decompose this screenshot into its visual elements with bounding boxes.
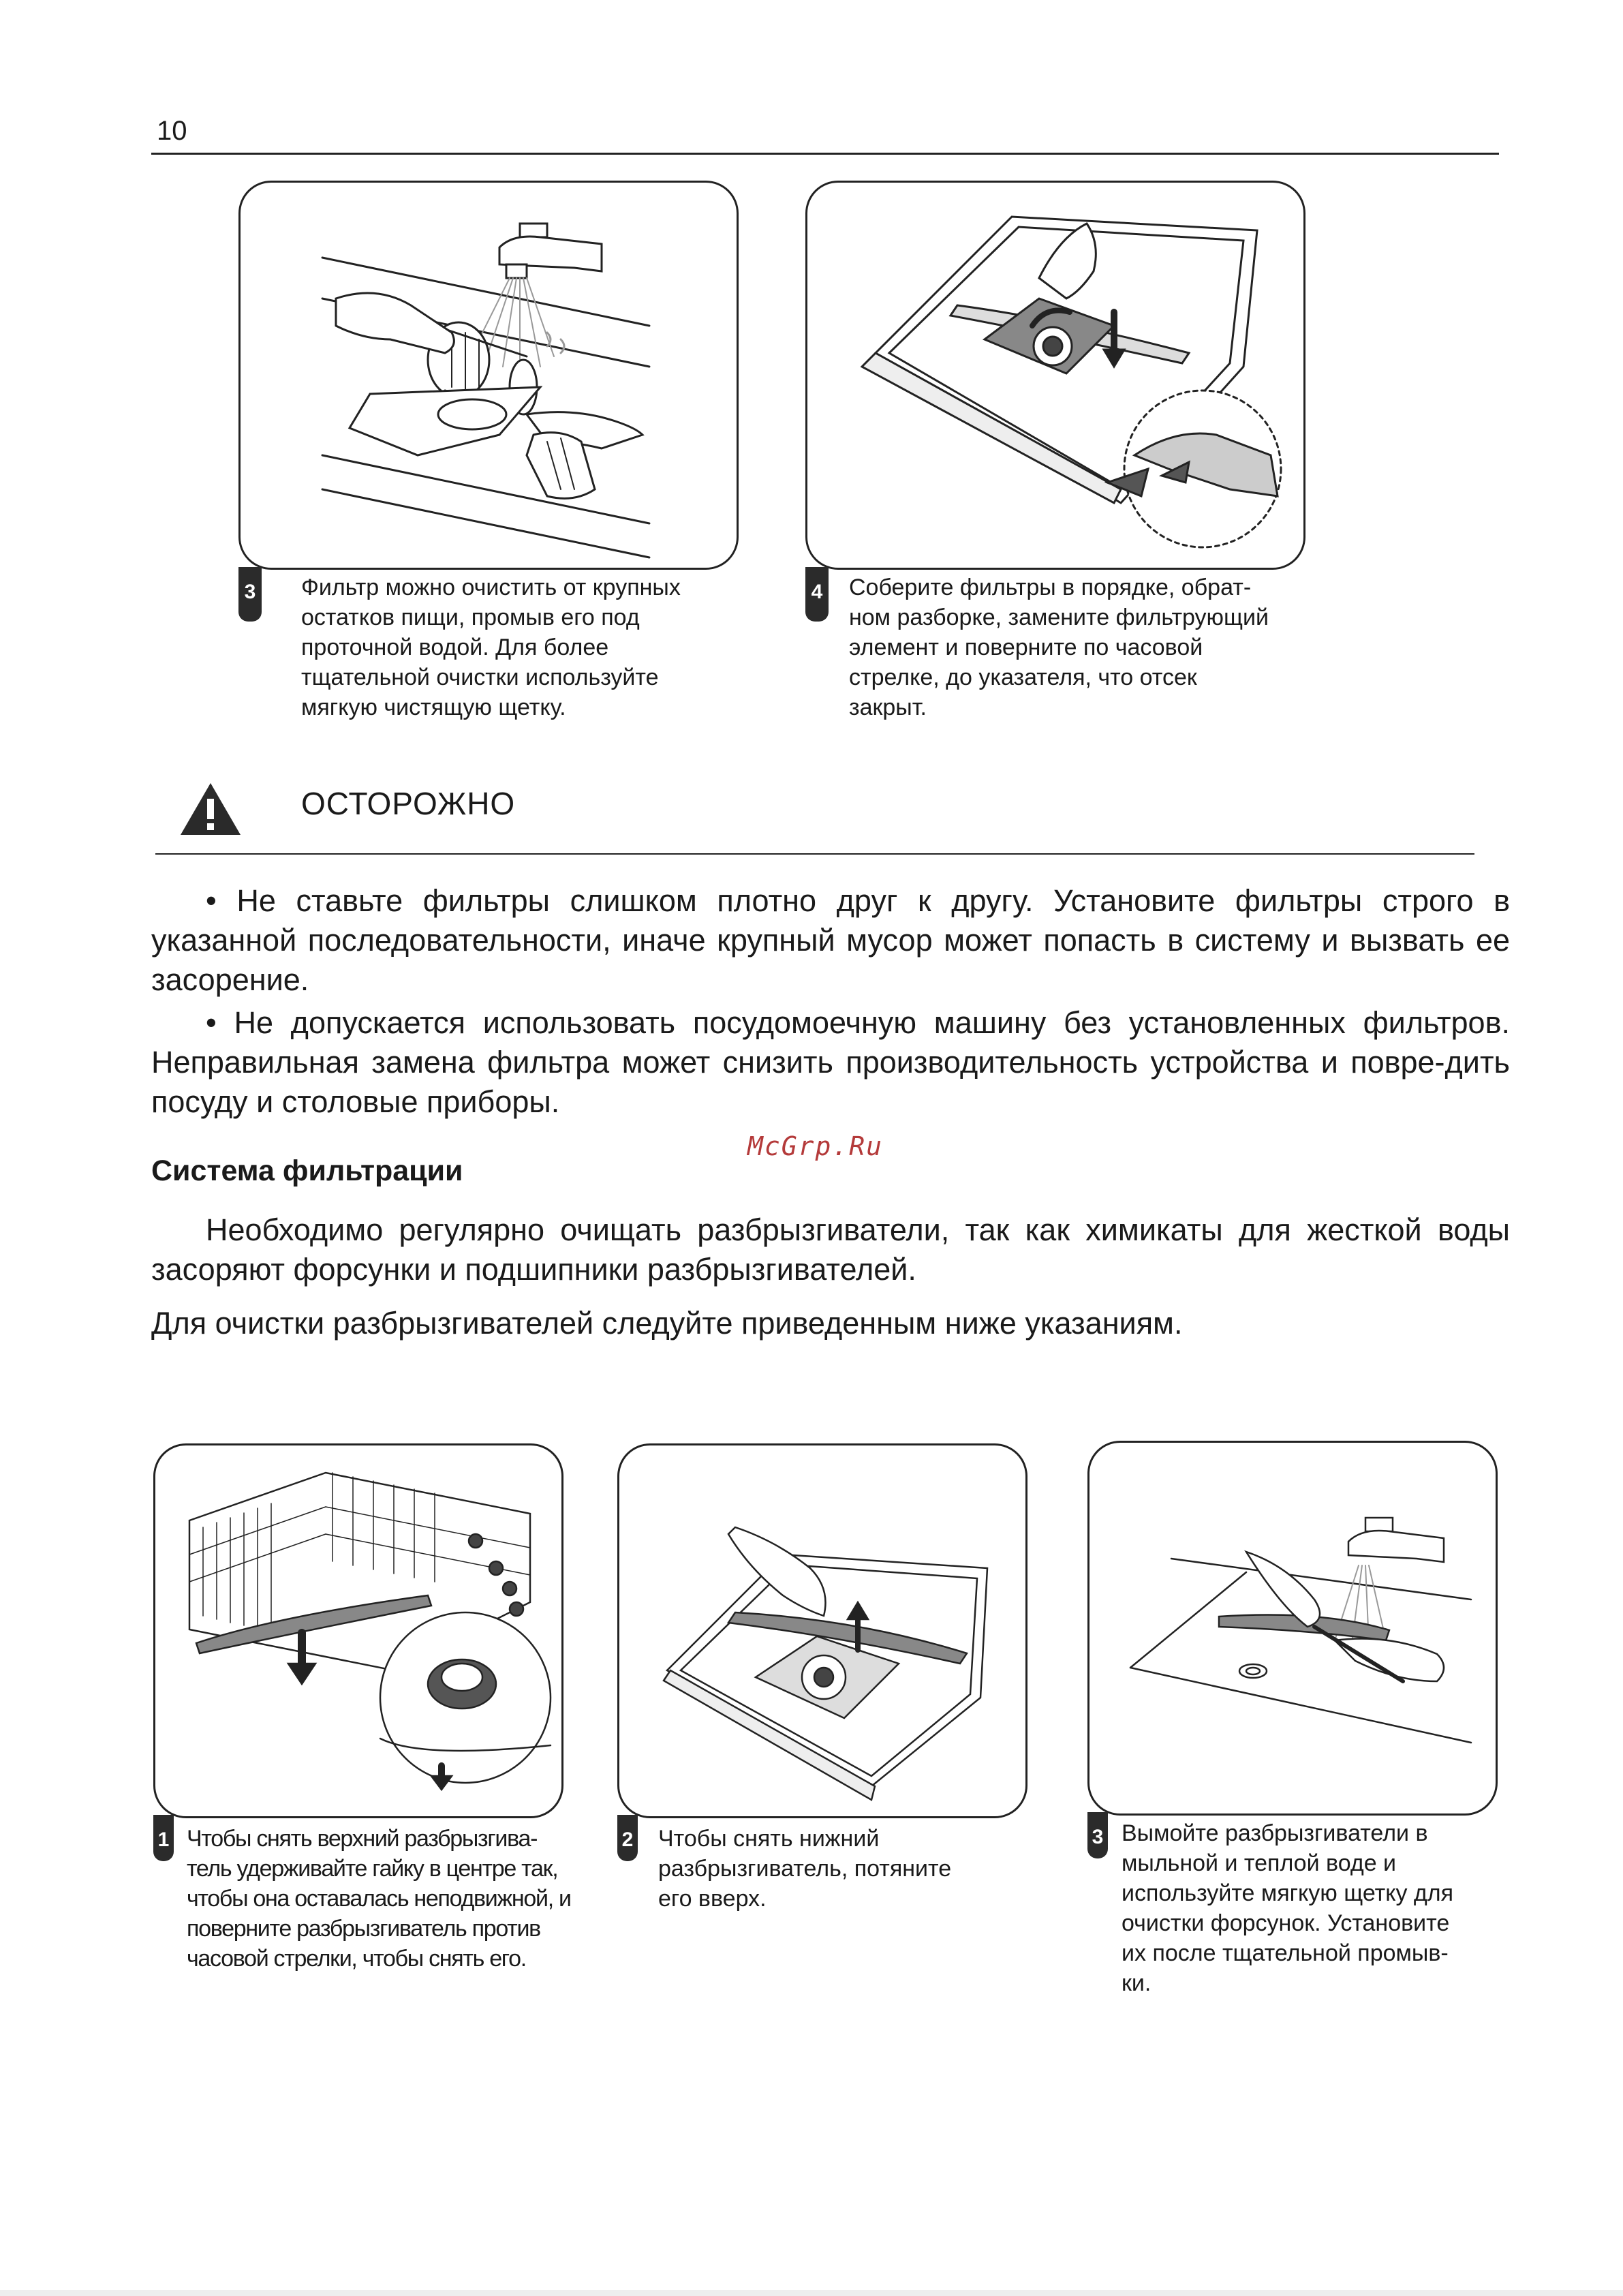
top-step-4-caption: Соберите фильтры в порядке, обрат- ном разборке, замените фильтрующий элемент и поверните по часовой стрелке, до указателя, что отсек закрыт. [849,575,1269,720]
illustration-filter-rinse [238,181,739,570]
illustration-filter-assembly [805,181,1305,570]
bottom-step-1-caption: Чтобы снять верхний разбрызгива- тель удерживайте гайку в центре так, чтобы она оставалась неподвижной, и поверните разбрызгиватель против часовой стрелки, чтобы снять его. [187,1826,571,1972]
bottom-step-2-number-badge: 2 [617,1815,638,1861]
section-title: Система фильтрации [151,1154,463,1187]
warning-paragraph-2: • Не допускается использовать посудомоечную машину без установленных фильтров. Неправильная замена фильтра может снизить производительность устройства и повре-дить посуду и столовые приборы. [151,1005,1510,1119]
warning-title: ОСТОРОЖНО [301,786,516,821]
header-rule [151,153,1499,155]
filtration-instruction: Для очистки разбрызгивателей следуйте приведенным ниже указаниям. [151,1306,1183,1341]
bottom-step-3-number-badge: 3 [1087,1812,1108,1858]
page-number: 10 [157,116,187,146]
bottom-step-3-caption: Вымойте разбрызгиватели в мыльной и теплой воде и используйте мягкую щетку для очистки форсунок. Установите их после тщательной промыв- ки. [1122,1820,1453,1996]
warning-paragraph-1: • Не ставьте фильтры слишком плотно друг к другу. Установите фильтры строго в указанной последовательности, иначе крупный мусор может попасть в систему и вызвать ее засорение. [151,883,1510,997]
watermark: McGrp.Ru [747,1131,884,1161]
footer-edge [0,2290,1623,2296]
illustration-upper-spray-arm [153,1443,563,1818]
bottom-step-1-number-badge: 1 [153,1815,174,1861]
bottom-step-2-caption: Чтобы снять нижний разбрызгиватель, потяните его вверх. [658,1826,952,1912]
warning-triangle-icon [179,781,243,837]
illustration-spray-arm-rinse [1087,1441,1498,1816]
top-step-4-number-badge: 4 [805,567,829,622]
top-step-3-number-badge: 3 [238,567,262,622]
top-step-3-caption: Фильтр можно очистить от крупных остатков пищи, промыв его под проточной водой. Для более тщательной очистки используйте мягкую чистящую щетку. [301,575,681,720]
illustration-lower-spray-arm [617,1443,1027,1818]
filtration-paragraph: Необходимо регулярно очищать разбрызгиватели, так как химикаты для жесткой воды засоряют форсунки и подшипники разбрызгивателей. [151,1212,1510,1287]
warning-rule [155,853,1474,855]
